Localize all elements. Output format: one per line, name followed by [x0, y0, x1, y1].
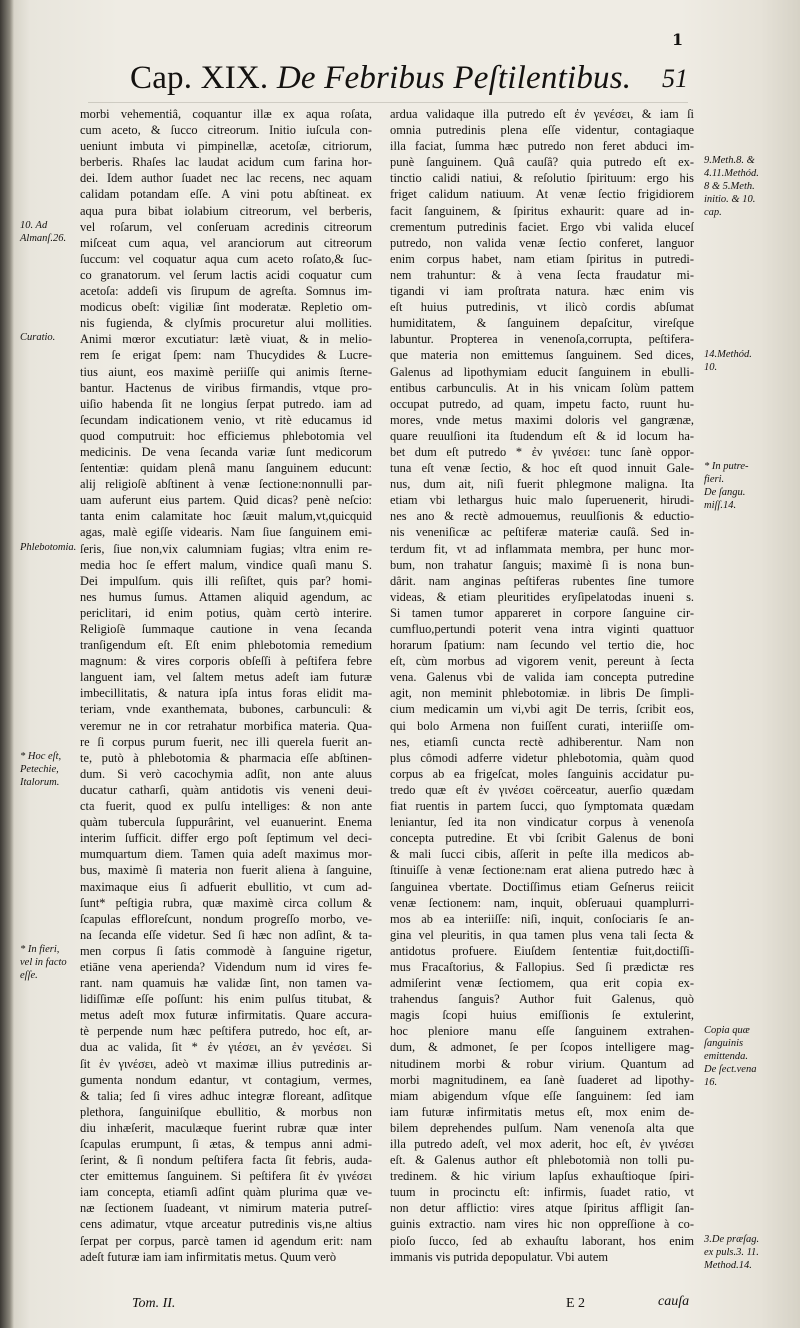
- text-line: cter emittemus ſanguinem. Si peſtifera ſit ἐν γινέσει: [80, 1169, 372, 1184]
- text-line: labuntur. Propterea in venenoſa,corrupta, peſtifera-: [390, 332, 694, 347]
- text-line: calidam potandam eſſe. A vini potu abſtineat. ex: [80, 187, 372, 202]
- page-number: 51: [662, 64, 688, 93]
- text-line: morbi vehementiâ, coquantur illæ ex aqua roſata,: [80, 107, 372, 121]
- binding-gutter: [0, 0, 14, 1328]
- text-line: mus Fracaſtorius, & Fallopius. Sed ſi prædictæ res: [390, 959, 694, 974]
- text-line: enim corpus habet, nam etiam ſpiritus in putredi-: [390, 251, 694, 266]
- text-line: berberis. Rhaſes lac laudat acidum cum farina hor-: [80, 155, 372, 170]
- text-line: illa faciat, ſumma hæc putredo non feret abduci im-: [390, 139, 694, 154]
- text-line: nitudinem morbi & robur virium. Quantum ad: [390, 1056, 694, 1071]
- text-line: & mali ſucci cibis, aſſerit in peſte illa medicos ab-: [390, 847, 694, 862]
- text-line: nus, dum ait, niſi fuerit phlegmone maligna. Ita: [390, 477, 694, 492]
- text-line: vena. Galenus vbi de valida iam concepta putredine: [390, 670, 694, 685]
- text-line: ſerpat per corpus, parcè tamen id agendum erit: nam: [80, 1233, 372, 1248]
- text-line: metus adeſt mox futuræ infirmitatis. Quare accura-: [80, 1008, 372, 1023]
- text-line: ſerint, & ſi nondum peſtifera facta ſit febris, auda-: [80, 1153, 372, 1168]
- text-line: ſeris, ſiue non,vix calumniam fugias; vltra enim re-: [80, 541, 372, 556]
- text-line: Galenus ad lipothymiam educit ſanguinem in ebulli-: [390, 364, 694, 379]
- text-line: alij religioſè abſtinent à venæ ſectione:nonnulli par-: [80, 477, 372, 492]
- text-line: aqua pura bibat iolabium citreorum, vel berberis,: [80, 203, 372, 218]
- text-line: gumenta nondum edantur, vt contagium, vermes,: [80, 1072, 372, 1087]
- text-line: illa putredo adeſt, vel mox aderit, hoc eſt, ἐν γινέσει: [390, 1137, 694, 1151]
- text-line: eſt huius putredinis, vt ilicò cordis abſumat: [390, 300, 694, 315]
- text-line: diu inhæſerit, maculæque fuerint rubræ quæ inter: [80, 1120, 372, 1135]
- text-line: ducatur catharſi, quàm antidotis vis veneni deui-: [80, 782, 372, 797]
- text-line: te, putò à phlebotomia & pharmacia eſſe abſtinen-: [80, 750, 372, 765]
- catchword: cauſa: [658, 1294, 690, 1309]
- text-line: tè perpende num hæc peſtifera putredo, hoc eſt, ar-: [80, 1024, 372, 1039]
- text-line: ſcapulas erumpunt, ſi ætas, & tempus anni admi-: [80, 1137, 372, 1151]
- text-line: ſanguinea vbertate. Doctiſſimus etiam Geſnerus reiicit: [390, 879, 694, 894]
- text-line: nes ano & rectè admouemus, reuulſionis & eductio-: [390, 509, 694, 524]
- text-line: lidiſſimæ eſſe poſſunt: his enim pulſus titubat, &: [80, 992, 372, 1007]
- margin-note: Phlebotomia.: [20, 541, 77, 553]
- text-line: tinctio calidi natiui, & reſolutio ſpirituum: ergo his: [390, 171, 694, 186]
- text-line: gina vel pleuritis, in qua tamen plus vena tali ſecta &: [390, 927, 694, 942]
- text-line: men corpus ſi ſatis commodè à ſanguine rigetur,: [80, 943, 372, 958]
- text-line: trahendus ſanguis? Author fuit Galenus, quò: [390, 992, 694, 1007]
- text-line: cum aceto, & ſucco citreorum. Initio iuſcula con-: [80, 123, 372, 138]
- text-line: uam auferunt eius partem. Quid dicas? penè neſcio:: [80, 493, 372, 508]
- text-line: tredinem. & hic virium lapſus exhauſtioque ſpiri-: [390, 1169, 694, 1184]
- margin-note: * In fieri, vel in facto eſſe.: [20, 944, 67, 982]
- text-line: qui bolo Armena non fuiſſent curati, interiiſſe om-: [390, 718, 694, 733]
- text-line: bum, non trahatur ſanguis; maximè ſi is nona bun-: [390, 557, 694, 572]
- text-line: dum, & admonet, ſe per ſcopos intelligere mag-: [390, 1040, 694, 1055]
- text-line: humiditatem, & ſanguinem depaſcitur, vireſque: [390, 316, 694, 331]
- text-line: etiāne vena aperienda? Videndum num id vires fe-: [80, 959, 372, 974]
- text-line: miam abigendum vſque eſſe ſanguinem: ſed iam: [390, 1088, 694, 1103]
- text-line: occupat putredo, ad quam, impetu facto, ruunt hu-: [390, 396, 694, 411]
- text-line: Religioſè ſummaque cautione in vena ſecanda: [80, 622, 372, 636]
- running-header: [130, 54, 660, 102]
- text-line: friget calidum natiuum. At venæ ſectio frigidiorem: [390, 187, 694, 202]
- text-line: & talia; ſed ſi vires adhuc integræ floreant, adſitque: [80, 1088, 372, 1103]
- text-line: quod computruit: hoc efficiemus phlebotomia vel: [80, 428, 372, 443]
- text-line: ſit ἐν γινέσει, adeò vt maximæ illius putredinis ar-: [80, 1056, 372, 1071]
- text-line: pioſo ſucco, ſed ab exhauſtu laborant, hos enim: [390, 1233, 694, 1248]
- text-line: putredo, non valida venæ ſectio conferet, languor: [390, 235, 694, 250]
- margin-note: Copia quæ ſanguinis emittenda. De ſect.vena 16.: [704, 1024, 757, 1088]
- text-line: vel roſarum, vel conſeruam acredinis citreorum: [80, 219, 372, 234]
- text-line: ſunt* peſtigia rubra, quæ maximè circa collum &: [80, 895, 372, 910]
- text-line: acetoſa: addeſi vis ſirupum de agreſta. Somnus im-: [80, 284, 372, 299]
- text-line: dei. Idem author ſuadet nec lac recens, nec aquam: [80, 171, 372, 186]
- text-line: horarum ſpatium: nam ſecundo vel tertio die, hoc: [390, 638, 694, 653]
- margin-note: * Hoc eſt, Petechie, Italorum.: [20, 751, 62, 788]
- text-line: non detur afflictio: vires atque ſpiritus affligit ſan-: [390, 1201, 694, 1216]
- text-line: leniantur, ſed ita non vindicatur corpus à venenoſa: [390, 815, 694, 830]
- text-line: mores, vnde metus maximi doloris vel gangrænæ,: [390, 412, 694, 427]
- text-line: interim ſufficit. differ ergo poſt ſeptimum vel deci-: [80, 831, 372, 846]
- text-line: modicus obeſt: vigiliæ ſint moderatæ. Repletio om-: [80, 300, 372, 315]
- text-line: maximaque eius ſi adfuerit ebullitio, vt cum ad-: [80, 879, 372, 894]
- text-line: bus, maximè ſi materia non fuerit aliena à ſanguine,: [80, 863, 372, 878]
- chapter-title: De Febribus Peſtilentibus.: [276, 60, 632, 96]
- text-line: tanta enim calamitate hoc ſæuit malum,vt,quicquid: [80, 509, 372, 524]
- text-line: Si tamen tumor appareret in corpore ſanguine cir-: [390, 605, 694, 620]
- margin-note: * In putre- fieri. De ſangu. miſſ.14.: [704, 461, 749, 512]
- text-line: cta fuerit, quod ex pulſu intelliges: & non ante: [80, 799, 372, 814]
- text-line: co granatorum. vel ſerum lactis acidi coquatur cum: [80, 267, 372, 282]
- margin-note: 3.De præſag. ex puls.3. 11. Method.14.: [704, 1234, 760, 1271]
- text-line: cumfluo,pertundi poterit vena intra viginti quattuor: [390, 622, 694, 636]
- text-line: fiat ruentis in partem ſucci, quo ſymptomata quædam: [390, 799, 694, 814]
- text-line: terdum fit, vt ad inflammata membra, per hunc mor-: [390, 541, 694, 556]
- text-line: quare reuulſioni ita ſtudendum eſt & id locum ha-: [390, 428, 694, 443]
- text-line: ueniunt imbuta vi pimpinellæ, acetoſæ, citriorum,: [80, 139, 372, 154]
- text-line: bantur. Hactenus de viribus firmandis, vtque pro-: [80, 380, 372, 395]
- text-line: medicinis. De vena ſecanda variæ ſunt medicorum: [80, 444, 372, 459]
- text-line: crementum putredinis faciet. Ergo vbi valida eluceſ: [390, 219, 694, 234]
- text-line: agas, malè egiſſe videaris. Nam ſiue ſanguinem emi-: [80, 525, 372, 540]
- text-line: nes humus ſumus. Attamen aliquid agendum, ac: [80, 589, 372, 604]
- text-line: re ſi corpus purum fuerit, nec illi querela fuerit an-: [80, 734, 372, 749]
- text-line: nes, etiamſi cuncta rectè adhiberentur. Nam non: [390, 734, 694, 749]
- text-line: miſceat cum aqua, vel aranciorum aut citreorum: [80, 235, 372, 250]
- text-line: ſecundam indicationem venio, vt ritè educamus id: [80, 412, 372, 427]
- margin-note: 10. Ad Almanſ.26.: [20, 219, 67, 244]
- text-line: corpus ab ea frigeſcat, moles ſanguinis accidatur pu-: [390, 766, 694, 781]
- text-line: agit, non meminit phlebotomiæ. in libris De ſimpli-: [390, 686, 694, 701]
- text-line: facit ſanguinem, & ſpiritus exhaurit: quare ad in-: [390, 203, 694, 218]
- text-line: eſt. & Galenus author eſt phlebotomià non tolli pu-: [390, 1153, 694, 1168]
- text-line: cium medicamin um vi,vbi agit De terris, ſcribit eos,: [390, 702, 694, 717]
- text-line: tredo quæ eſt ἐν γινέσει coërceatur, auerſio quædam: [390, 782, 694, 797]
- text-line: Animi mœror excutiatur: lætè viuat, & in melio-: [80, 332, 372, 347]
- text-line: mumquartum diem. Tamen quia adeſt maximus mor-: [80, 847, 372, 862]
- text-line: tuum in procinctu eſt: infirmis, ſuadet ratio, vt: [390, 1185, 694, 1200]
- text-line: iam concepta, etiamſi adſint quàm plurima quæ ve-: [80, 1185, 372, 1200]
- text-line: ſtinuiſſe à venæ ſectione:nam erat aliena putredo hæc à: [390, 863, 694, 878]
- text-line: iam futuræ infirmitatis metus eſt, mox enim de-: [390, 1104, 694, 1119]
- text-line: nis fugienda, & clyſmis procuretur alui mollities.: [80, 316, 372, 331]
- text-line: mos ab ea interiiſſe: niſi, inquit, conſociaris ſe an-: [390, 911, 694, 926]
- text-line: ardua validaque illa putredo eſt ἐν γενέσει, & iam ſi: [390, 107, 694, 121]
- text-line: tius aiunt, eos maximè periiſſe qui animis ſterne-: [80, 364, 372, 379]
- right-text-column: [390, 106, 694, 1265]
- margin-note: 14.Methód. 10.: [704, 348, 752, 373]
- text-line: dua ac valida, ſit * ἐν γιέσει, an ἐν γενέσει. Si: [80, 1040, 372, 1055]
- corner-mark: 1: [672, 30, 684, 49]
- text-line: næ ſectionem ſuadeant, vt nimirum materia putreſ-: [80, 1201, 372, 1216]
- text-line: uiſio habenda ſit ne longius ſerpat putredo. iam ad: [80, 396, 372, 411]
- text-line: omnia putredinis plena eſſe videntur, contagiaque: [390, 123, 694, 138]
- text-line: media hoc ſe effert malum, vindice quaſi manu S.: [80, 557, 372, 572]
- text-line: magnum: & vires corporis obſeſſi à peſtifera febre: [80, 654, 372, 669]
- text-line: tigandi vi iam proſtrata natura. hæc enim vis: [390, 284, 694, 299]
- text-line: rant. nam quamuis hæ validæ ſint, non tamen va-: [80, 976, 372, 991]
- left-text-column: [80, 106, 372, 1265]
- text-line: rem ſe erigat ſpem: nam Thucydides & Lucre-: [80, 348, 372, 363]
- signature-mark: E 2: [566, 1296, 586, 1311]
- text-line: venæ ſectionem: nam, inquit, obſeruaui quamplurri-: [390, 895, 694, 910]
- text-line: tranſigendum eſt. Eſt enim phlebotomia remedium: [80, 638, 372, 653]
- margin-note: 9.Meth.8. & 4.11.Methód. 8 & 5.Meth. initio. & 10. cap.: [704, 155, 759, 219]
- text-line: eſt, cùm morbus ad vigorem venit, pereunt à ſecta: [390, 654, 694, 669]
- text-line: na ſecanda eſſe videtur. Sed ſi hæc non adſint, & ta-: [80, 927, 372, 942]
- text-line: adeſt futuræ iam iam infirmitatis metus. Quum verò: [80, 1249, 337, 1264]
- text-line: periclitari, id enim potius, quàm certò interire.: [80, 605, 372, 620]
- text-line: imbecillitatis, & natura ipſa intus foras elidit ma-: [80, 686, 372, 701]
- text-line: entibus carbunculis. At in his vnicam ſolùm pattem: [390, 380, 694, 395]
- text-line: veremur ne in cor retrahatur morbifica materia. Qua-: [80, 718, 372, 733]
- text-line: admiſerint venæ ſectiomem, qua erit copia ex-: [390, 976, 694, 991]
- text-line: Dei impulſum. quis illi reſiſtet, quis par? homi-: [80, 573, 372, 588]
- text-line: ſcapulas effloreſcunt, nondum progreſſo morbo, ve-: [80, 911, 372, 926]
- margin-note: Curatio.: [20, 332, 56, 344]
- volume-mark: Tom. II.: [132, 1296, 176, 1311]
- text-line: antidotus profuere. Eiuſdem ſententiæ fuit,doctiſſi-: [390, 943, 694, 958]
- text-line: teriam, vnde exanthemata, bubones, carbunculi: &: [80, 702, 372, 717]
- text-line: tuna eſt venæ ſectio, & hoc eſt quod innuit Gale-: [390, 461, 694, 476]
- text-line: hoc pleniore manu eſſe ſanguinem extrahen-: [390, 1024, 694, 1039]
- text-line: morbi magnitudinem, ea ſanè ſuaderet ad lipothy-: [390, 1072, 694, 1087]
- text-line: magis ſcopi huius emiſſionis ſe extulerint,: [390, 1008, 694, 1023]
- text-line: nem trahuntur: & à vena ſecta fraudatur mi-: [390, 267, 694, 282]
- text-line: quàm tubercula ſuppurârint, vel euanuerint. Enema: [80, 815, 372, 830]
- text-line: nis veneniſicæ ac peſtiferæ materiæ cauſâ. Sed in-: [390, 525, 694, 540]
- text-line: bet dum eſt putredo * ἐν γινέσει: tunc ſanè oppor-: [390, 444, 694, 459]
- text-line: guinis extractio. nam vires hic non oppreſſione à co-: [390, 1217, 694, 1232]
- text-line: languent iam, vel ſaltem metus adeſt iam futuræ: [80, 670, 372, 685]
- text-line: videas, & etiam pleuritides eryſipelatodas inueni s.: [390, 589, 694, 604]
- text-line: immanis vis putrida depopulatur. Vbi autem: [390, 1249, 608, 1264]
- header-rule: [88, 102, 688, 103]
- text-line: dârit. nam anginas peſtiferas rubentes ſine tumore: [390, 573, 694, 588]
- text-line: concepta putredine. Et vbi ſcribit Galenus de boni: [390, 831, 694, 846]
- text-line: plus cômodi adferre videtur phlebotomia, quàm quod: [390, 750, 694, 765]
- chapter-number: Cap. XIX.: [130, 60, 269, 96]
- text-line: etiam vbi lethargus huic malo ſuperuenerit, hirudi-: [390, 493, 694, 508]
- text-line: ſuccum: vel coquatur aqua cum aceto roſato,& ſuc-: [80, 251, 372, 266]
- text-line: bilem deprehendes pulſum. Nam venenoſa alta que: [390, 1120, 694, 1135]
- text-line: dum. Si verò cacochymia adſit, non ante aluus: [80, 766, 372, 781]
- text-line: punè ſanguinem. Quâ cauſâ? quia putredo eſt ex-: [390, 155, 694, 170]
- text-line: plethora, ſanguiniſque ebullitio, & morbus non: [80, 1104, 372, 1119]
- text-line: cens adimatur, vtque arceatur putredinis vis,ne altius: [80, 1217, 372, 1232]
- text-line: que materia non emittemus ſanguinem. Sed dices,: [390, 348, 694, 363]
- text-line: ſententiæ: quidam plenâ manu ſanguinem educunt:: [80, 461, 372, 476]
